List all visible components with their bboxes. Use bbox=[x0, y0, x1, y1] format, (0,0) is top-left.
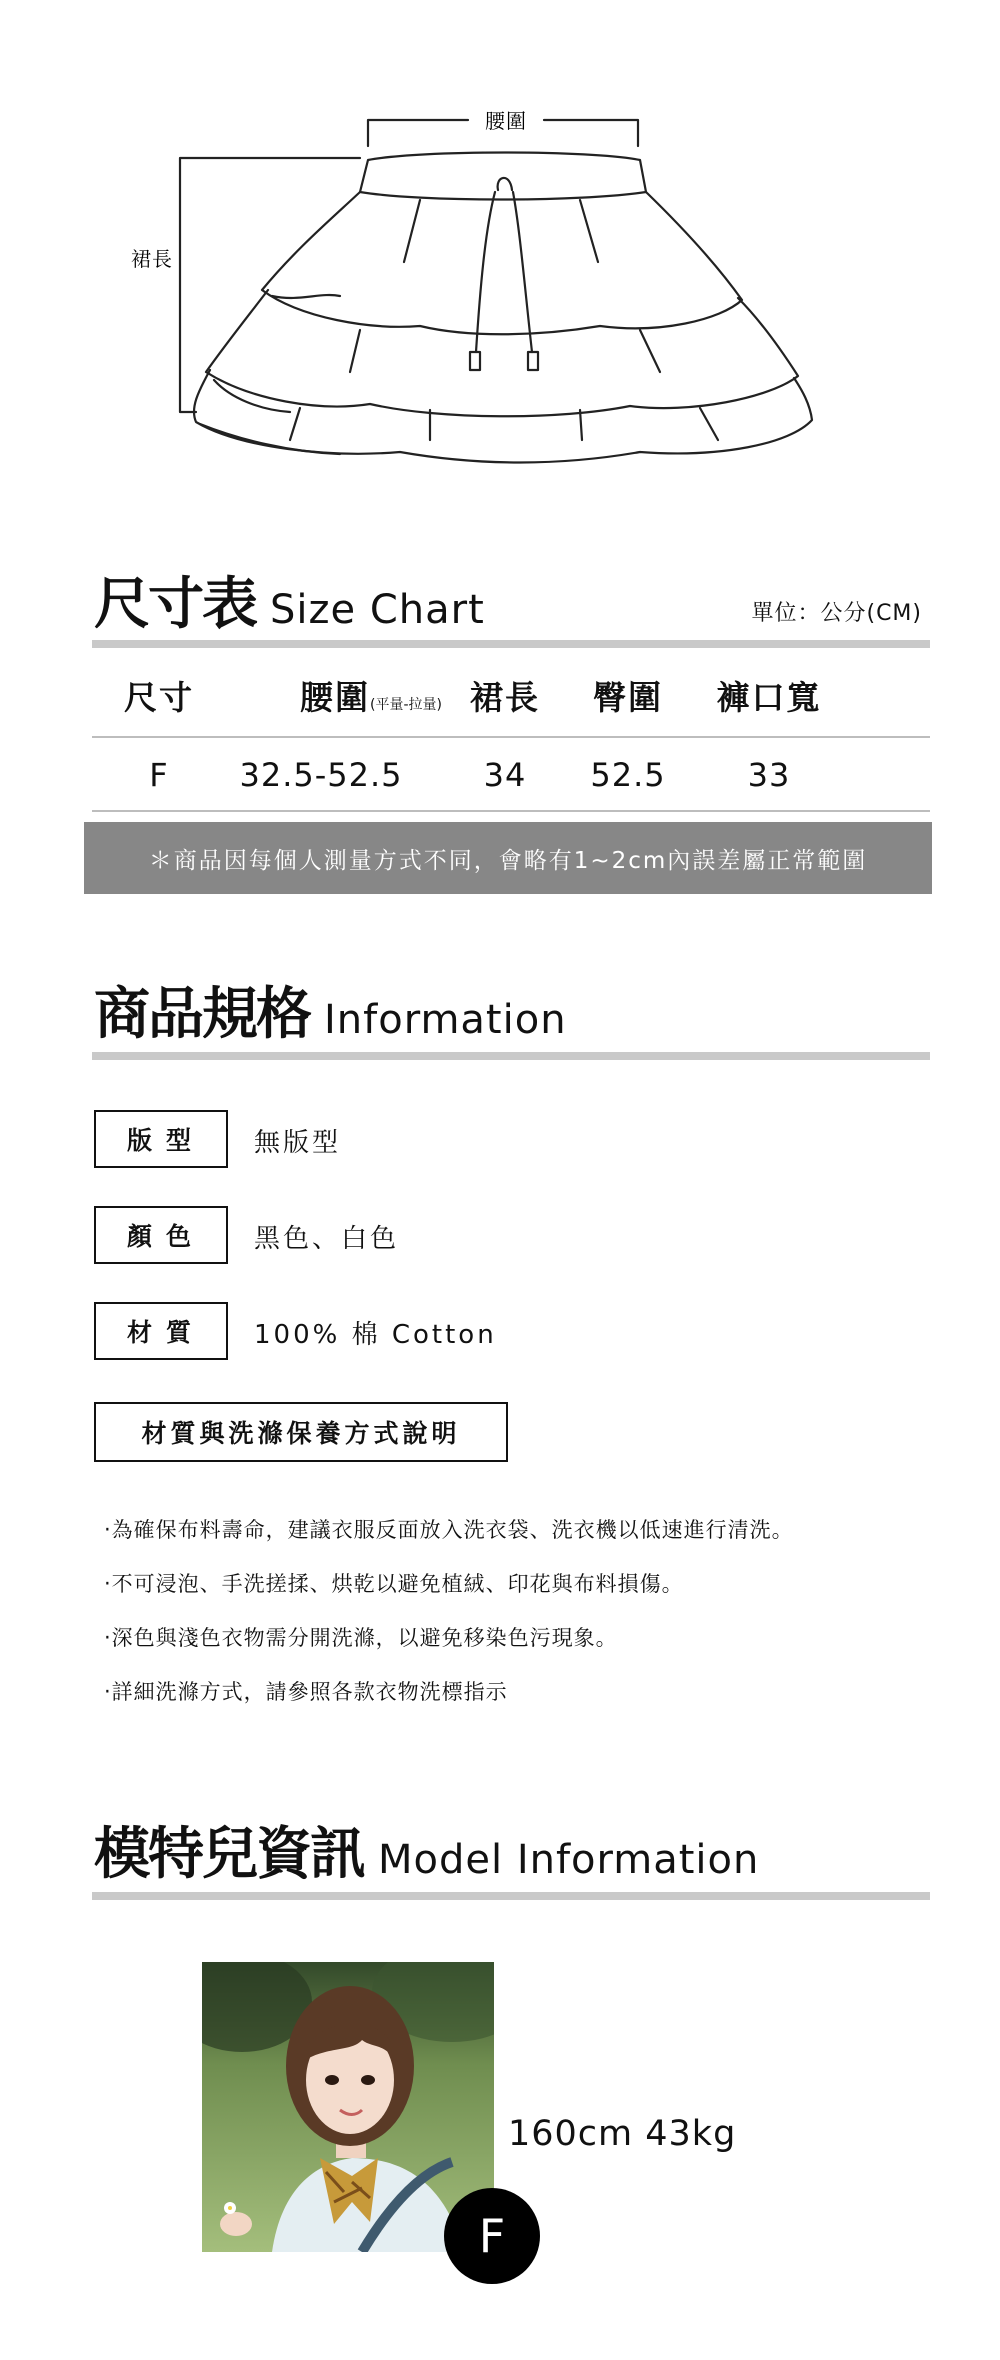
size-note-banner: ＊商品因每個人測量方式不同，會略有1~2cm內誤差屬正常範圍 bbox=[84, 822, 932, 894]
header-hip: 臀圍 bbox=[593, 678, 663, 717]
model-title-cn: 模特兒資訊 bbox=[94, 1822, 364, 1887]
spec-label-fit: 版型 bbox=[94, 1110, 228, 1168]
header-waist-note: (平量-拉量) bbox=[370, 697, 442, 713]
model-photo bbox=[202, 1962, 494, 2252]
unit-label: 單位：公分(CM) bbox=[751, 601, 922, 626]
spec-value-material: 100% 棉 Cotton bbox=[254, 1320, 497, 1350]
cell-hip: 52.5 bbox=[590, 756, 666, 794]
section-rule bbox=[92, 640, 930, 648]
size-chart-title-en: Size Chart bbox=[270, 587, 485, 633]
size-badge: F bbox=[444, 2188, 540, 2284]
cell-waist: 32.5-52.5 bbox=[239, 756, 403, 794]
header-waist-label: 腰圍 bbox=[300, 678, 370, 717]
section-rule bbox=[92, 1892, 930, 1900]
size-chart-title bbox=[94, 560, 485, 640]
table-divider bbox=[92, 736, 930, 738]
care-item: ‧深色與淺色衣物需分開洗滌，以避免移染色污現象。 bbox=[104, 1626, 618, 1650]
info-title-cn: 商品規格 bbox=[94, 982, 310, 1047]
care-item: ‧不可浸泡、手洗搓揉、烘乾以避免植絨、印花與布料損傷。 bbox=[104, 1572, 684, 1596]
care-item: ‧詳細洗滌方式，請參照各款衣物洗標指示 bbox=[104, 1680, 508, 1704]
spec-value-fit: 無版型 bbox=[254, 1128, 342, 1158]
cell-length: 34 bbox=[483, 756, 527, 794]
info-title-en: Information bbox=[324, 997, 567, 1043]
size-chart-title-cn: 尺寸表 bbox=[94, 572, 256, 637]
table-divider bbox=[92, 810, 930, 812]
model-stats: 160cm 43kg bbox=[508, 2114, 737, 2154]
waist-dimension-label: 腰圍 bbox=[485, 109, 527, 133]
header-length: 裙長 bbox=[470, 678, 540, 717]
care-instructions-title: 材質與洗滌保養方式說明 bbox=[94, 1402, 508, 1462]
info-title bbox=[94, 970, 567, 1050]
header-size: 尺寸 bbox=[124, 678, 194, 717]
spec-value-color: 黑色、白色 bbox=[254, 1224, 400, 1254]
care-item: ‧為確保布料壽命，建議衣服反面放入洗衣袋、洗衣機以低速進行清洗。 bbox=[104, 1518, 794, 1542]
cell-leg-opening: 33 bbox=[747, 756, 791, 794]
header-waist bbox=[276, 672, 466, 719]
length-dimension-label: 裙長 bbox=[131, 247, 173, 271]
section-rule bbox=[92, 1052, 930, 1060]
cell-size: F bbox=[149, 756, 169, 794]
spec-label-material: 材質 bbox=[94, 1302, 228, 1360]
spec-label-color: 顏色 bbox=[94, 1206, 228, 1264]
model-title-en: Model Information bbox=[378, 1837, 760, 1883]
model-title bbox=[94, 1810, 759, 1890]
skirt-measurement-diagram bbox=[0, 0, 1000, 520]
header-leg-opening: 褲口寬 bbox=[716, 678, 822, 717]
